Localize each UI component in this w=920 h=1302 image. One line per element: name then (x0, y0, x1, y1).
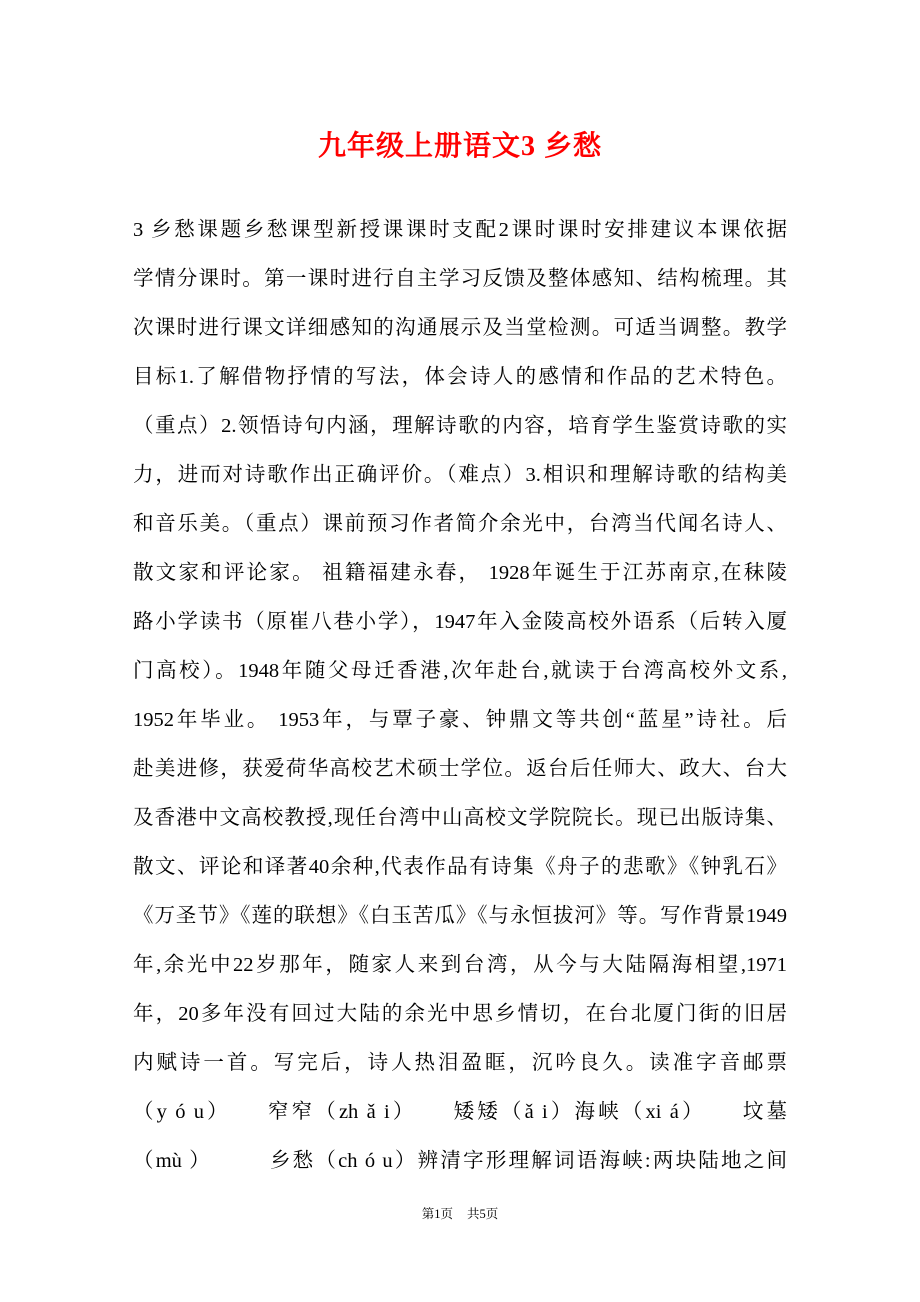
text-line: 年,余光中22岁那年，随家人来到台湾，从今与大陆隔海相望,1971 (133, 954, 787, 976)
text-line: 年，20多年没有回过大陆的余光中思乡情切，在台北厦门街的旧居 (133, 1003, 787, 1025)
document-body (133, 206, 787, 1186)
text-line: 和音乐美。（重点）课前预习作者简介余光中，台湾当代闻名诗人、 (133, 513, 787, 535)
text-line: （重点）2.领悟诗句内涵，理解诗歌的内容，培育学生鉴赏诗歌的实 (133, 415, 787, 437)
text-line: （mù ） 乡愁（ch ó u）辨清字形理解词语海峡:两块陆地之间 (133, 1150, 787, 1172)
text-line: （y ó u） 窄窄（zh ǎ i） 矮矮（ǎ i）海峡（xi á） 坟墓 (133, 1101, 787, 1123)
page-footer (0, 1204, 920, 1222)
text-line: 次课时进行课文详细感知的沟通展示及当堂检测。可适当调整。教学 (133, 317, 787, 339)
page-title: 九年级上册语文3 乡愁 (317, 131, 602, 162)
text-line: 内赋诗一首。写完后，诗人热泪盈眶，沉吟良久。读准字音邮票 (133, 1052, 787, 1074)
text-line: 门高校）。1948年随父母迁香港,次年赴台,就读于台湾高校外文系, (133, 660, 787, 682)
text-line: 1952年毕业。 1953年，与覃子豪、钟鼎文等共创“蓝星”诗社。后 (133, 709, 787, 731)
text-line: 3 乡愁课题乡愁课型新授课课时支配2课时课时安排建议本课依据 (133, 219, 787, 241)
text-line: 散文、评论和译著40余种,代表作品有诗集《舟子的悲歌》《钟乳石》 (133, 856, 787, 878)
text-line: 及香港中文高校教授,现任台湾中山高校文学院院长。现已出版诗集、 (133, 807, 787, 829)
text-line: 力，进而对诗歌作出正确评价。（难点）3.相识和理解诗歌的结构美 (133, 464, 787, 486)
footer-page-count: 共5页 (467, 1207, 499, 1221)
text-line: 学情分课时。第一课时进行自主学习反馈及整体感知、结构梳理。其 (133, 268, 787, 290)
text-line: 《万圣节》《莲的联想》《白玉苦瓜》《与永恒拔河》等。写作背景1949 (133, 905, 787, 927)
text-line: 路小学读书（原崔八巷小学），1947年入金陵高校外语系（后转入厦 (133, 611, 787, 633)
footer-page-number: 第1页 (421, 1207, 453, 1221)
text-line: 目标1.了解借物抒情的写法，体会诗人的感情和作品的艺术特色。 (133, 366, 787, 388)
text-line: 散文家和评论家。 祖籍福建永春， 1928年诞生于江苏南京,在秣陵 (133, 562, 787, 584)
text-line: 赴美进修，获爱荷华高校艺术硕士学位。返台后任师大、政大、台大 (133, 758, 787, 780)
